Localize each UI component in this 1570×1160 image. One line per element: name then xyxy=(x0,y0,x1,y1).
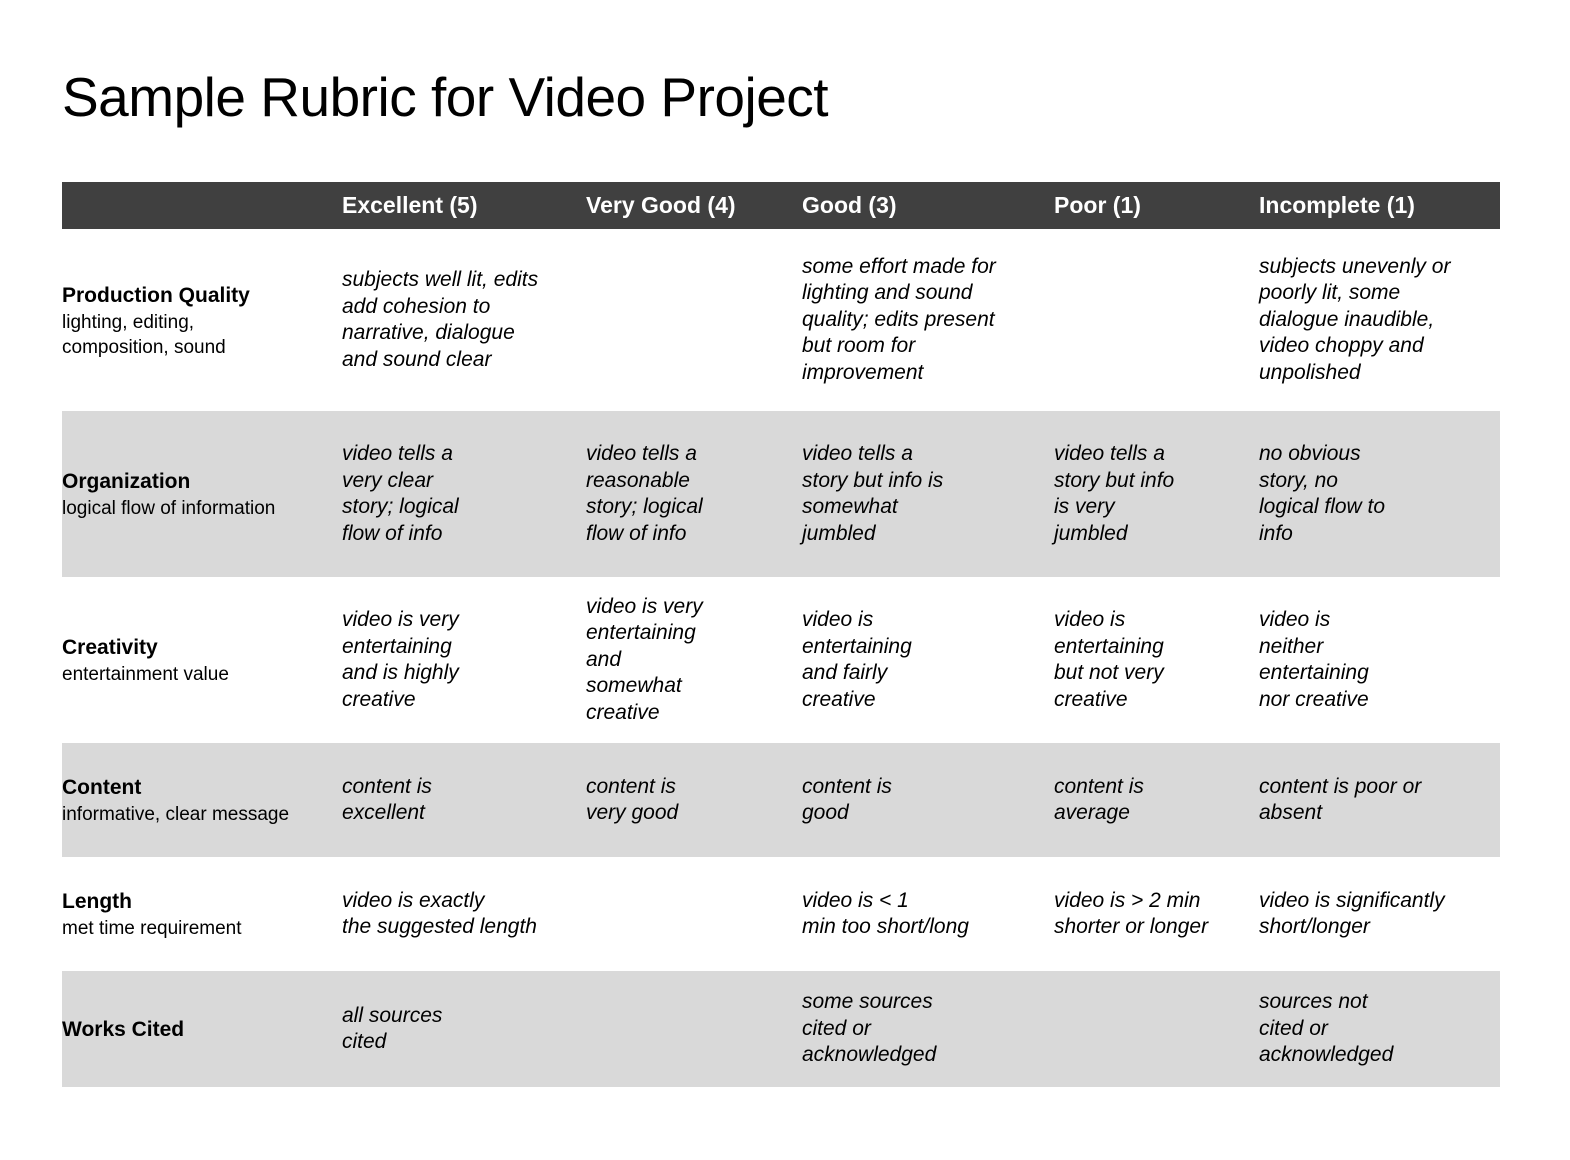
header-poor: Poor (1) xyxy=(1054,192,1141,218)
page-title: Sample Rubric for Video Project xyxy=(62,66,829,128)
rubric-table xyxy=(62,182,1500,1087)
table-row xyxy=(62,857,1500,971)
header-criteria xyxy=(62,182,342,229)
rating-cell: subjects well lit, edits add cohesion to narrative, dialogue and sound clear xyxy=(342,268,539,371)
criterion-cell xyxy=(62,229,342,411)
rating-cell: video is very entertaining and somewhat creative xyxy=(586,594,703,724)
rating-cell: video tells a very clear story; logical flow of info xyxy=(342,442,459,545)
criterion-name: Production Quality xyxy=(62,283,250,307)
header-incomplete: Incomplete (1) xyxy=(1259,192,1415,218)
rating-cell: video is entertaining and fairly creative xyxy=(802,608,912,711)
rating-cell: video tells a story but info is very jumbled xyxy=(1054,442,1175,545)
rating-cell: some sources cited or acknowledged xyxy=(802,990,937,1067)
criterion-cell xyxy=(62,971,342,1087)
rating-cell: content is poor or absent xyxy=(1259,774,1422,824)
criterion-description: met time requirement xyxy=(62,918,242,939)
rating-cell xyxy=(586,857,802,971)
rating-cell: sources not cited or acknowledged xyxy=(1259,990,1394,1067)
header-row xyxy=(62,182,1500,229)
criterion-name: Length xyxy=(62,890,132,913)
rating-cell: video tells a reasonable story; logical flow of info xyxy=(586,442,703,545)
rating-cell: some effort made for lighting and sound quality; edits present but room for improvement xyxy=(802,254,996,384)
criterion-name: Works Cited xyxy=(62,1017,185,1041)
rating-cell: content is good xyxy=(802,774,892,824)
rating-cell: all sources cited xyxy=(342,1003,443,1053)
rating-cell: video is significantly short/longer xyxy=(1259,888,1445,938)
table-row xyxy=(62,743,1500,857)
rating-cell: video is > 2 min shorter or longer xyxy=(1054,888,1209,938)
criterion-description: entertainment value xyxy=(62,664,229,685)
table-row xyxy=(62,411,1500,577)
rating-cell: content is excellent xyxy=(342,774,432,824)
table-row xyxy=(62,229,1500,411)
criterion-name: Organization xyxy=(62,470,191,493)
rating-cell xyxy=(1054,971,1259,1087)
criterion-cell xyxy=(62,411,342,577)
rating-cell: video is very entertaining and is highly creative xyxy=(342,608,459,711)
rating-cell xyxy=(1054,229,1259,411)
rating-cell xyxy=(586,229,802,411)
criterion-cell xyxy=(62,857,342,971)
rating-cell: video is < 1 min too short/long xyxy=(802,888,969,938)
rating-cell: content is very good xyxy=(586,774,679,824)
rating-cell: no obvious story, no logical flow to info xyxy=(1259,442,1386,545)
criterion-description: logical flow of information xyxy=(62,498,276,519)
header-excellent: Excellent (5) xyxy=(342,192,478,218)
rating-cell: content is average xyxy=(1054,774,1144,824)
criterion-name: Content xyxy=(62,776,142,799)
criterion-cell xyxy=(62,743,342,857)
table-row xyxy=(62,577,1500,743)
header-very-good: Very Good (4) xyxy=(586,192,736,218)
criterion-name: Creativity xyxy=(62,636,158,659)
criterion-cell xyxy=(62,577,342,743)
criterion-description: informative, clear message xyxy=(62,804,290,825)
rating-cell: video tells a story but info is somewhat jumbled xyxy=(802,442,944,545)
criterion-description: lighting, editing, composition, sound xyxy=(62,311,226,358)
rating-cell: subjects unevenly or poorly lit, some dialogue inaudible, video choppy and unpolished xyxy=(1259,254,1451,384)
header-good: Good (3) xyxy=(802,192,897,218)
rating-cell: video is exactly the suggested length xyxy=(342,888,537,938)
rating-cell xyxy=(586,971,802,1087)
table-row xyxy=(62,971,1500,1087)
rating-cell: video is entertaining but not very creative xyxy=(1054,608,1164,711)
rating-cell: video is neither entertaining nor creative xyxy=(1259,608,1369,711)
